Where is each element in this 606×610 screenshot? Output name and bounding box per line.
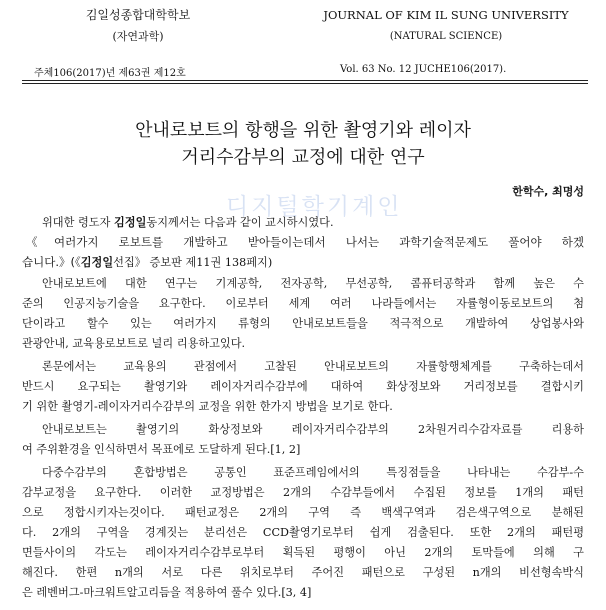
- p1-line3: 단이라고 할수 있는 여러가지 류형의 안내로보트들을 적극적으로 개발하여 상업봉사와: [22, 317, 584, 330]
- quote-line1: 《여러가지 로보트를 개발하고 받아들이는데서 나서는 과학기술적문제도 풀어야 하겠: [26, 235, 584, 249]
- intro-name: 김정일: [113, 215, 147, 229]
- p2-line1: 론문에서는 교육용의 관점에서 고찰된 안내로보트의 자률항행체계를 구축하는데서: [42, 360, 584, 373]
- header-rule-bottom: [22, 83, 588, 84]
- paper-title-line2: 거리수감부의 교정에 대한 연구: [181, 147, 425, 168]
- p1-line2: 준의 인공지능기술을 요구한다. 이로부터 세계 여러 나라들에서는 자률형이동로보트의 첨: [22, 297, 584, 310]
- p4-line7: 은 레벤버그-마크워트알고리듬을 적용하여 풀수 있다.[3, 4]: [22, 586, 312, 599]
- quote-name: 김정일: [80, 255, 114, 269]
- p4-line2: 감부교정을 요구한다. 이러한 교정방법은 2개의 수감부들에서 수집된 정보를 1개의 패턴: [22, 486, 584, 499]
- paper-title-line1: 안내로보트의 항행을 위한 촬영기와 레이자: [135, 120, 471, 141]
- p3-line1: 안내로보트는 촬영기의 화상정보와 레이자거리수감부의 2차원거리수감자료를 리용하: [42, 423, 584, 436]
- paper-authors: 한학수, 최명성: [512, 185, 584, 198]
- journal-header: [0, 0, 606, 80]
- p1-line1: 안내로보트에 대한 연구는 기계공학, 전자공학, 무선공학, 콤퓨터공학과 함께 높은 수: [42, 277, 584, 290]
- quote-text-a: 습니다.》(《: [22, 255, 81, 269]
- p4-line5: 면들사이의 각도는 레이자거리수감부로부터 획득된 평행이 아닌 2개의 토막들에 의해 구: [22, 546, 584, 559]
- p3-line2: 여 주위환경을 인식하면서 목표에로 도달하게 된다.[1, 2]: [22, 443, 301, 456]
- journal-section-english: (NATURAL SCIENCE): [389, 31, 503, 42]
- header-rule-top: [22, 80, 588, 81]
- journal-section-korean: (자연과학): [112, 30, 164, 43]
- p4-line6: 해진다. 한편 n개의 서로 다른 위치로부터 주어진 패턴으로 구성된 n개의 비선형속박식: [22, 566, 584, 579]
- journal-name-korean: 김일성종합대학학보: [85, 8, 191, 22]
- issue-info-korean: 주체106(2017)년 제63권 제12호: [34, 68, 186, 79]
- intro-text-a: 위대한 령도자: [42, 216, 114, 229]
- watermark: 디지털학기계인: [226, 194, 403, 220]
- quote-text-b: 선집》 증보판 제11권 138페지): [113, 256, 273, 269]
- p4-line4: 다. 2개의 구역을 경계짓는 분리선은 CCD촬영기로부터 쉽게 검출된다. 또한 2개의 패턴평: [22, 526, 584, 539]
- journal-name-english: JOURNAL OF KIM IL SUNG UNIVERSITY: [323, 8, 569, 22]
- intro-text-b: 동지께서는 다음과 같이 교시하시였다.: [146, 216, 334, 229]
- p1-line4: 관광안내, 교육용로보트로 널리 리용하고있다.: [22, 337, 246, 350]
- p4-line1: 다중수감부의 혼합방법은 공통인 표준프레임에서의 특징점들을 나타내는 수감부-수: [42, 466, 584, 479]
- p2-line2: 반드시 요구되는 촬영기와 레이자거리수감부에 대하여 화상정보와 거리정보를 결합시키: [22, 380, 584, 393]
- intro-line: [42, 214, 584, 231]
- issue-info-english: Vol. 63 No. 12 JUCHE106(2017).: [340, 64, 507, 75]
- p2-line3: 기 위한 촬영기-레이자거리수감부의 교정을 위한 한가지 방법을 보기로 한다.: [22, 400, 393, 413]
- quote-line2: [22, 254, 584, 271]
- p4-line3: 으로 정합시키자는것이다. 패턴교정은 2개의 구역 즉 백색구역과 검은색구역으로 분해된: [22, 506, 584, 519]
